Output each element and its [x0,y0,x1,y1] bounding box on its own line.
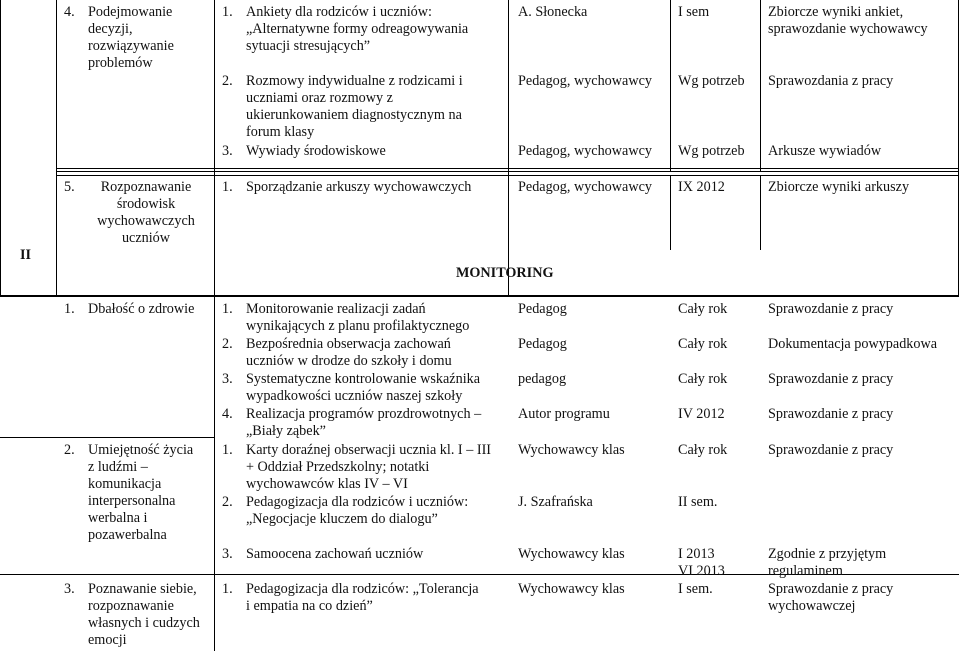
task-text: Pedagogizacja dla rodziców i uczniów: „Negocjacje kluczem do dialogu” [246,494,469,527]
evidence: Dokumentacja powypadkowa [768,336,938,352]
task-text: Realizacja programów prozdrowotnych – „Biały ząbek” [246,406,482,439]
grid-line [958,0,959,296]
evidence: Sprawozdanie z pracy [768,406,894,422]
grid-line [56,175,959,176]
grid-line [760,175,761,250]
item-number: 3. [222,143,233,159]
evidence: Sprawozdania z pracy [768,73,894,89]
task-text: Systematyczne kontrolowanie wskaźnika wypadkowości uczniów naszej szkoły [246,371,481,404]
responsible: Wychowawcy klas [518,442,625,458]
term: Cały rok [678,371,728,387]
evidence: Zgodnie z przyjętym regulaminem [768,546,887,579]
evidence: Zbiorcze wyniki ankiet, sprawozdanie wychowawcy [768,4,928,37]
term: Cały rok [678,301,728,317]
term: Wg potrzeb [678,143,745,159]
responsible: Wychowawcy klas [518,546,625,562]
evidence: Sprawozdanie z pracy [768,442,894,458]
task-text: Wywiady środowiskowe [246,143,386,159]
grid-line [670,0,671,171]
term: I sem [678,4,710,20]
section-roman-number: II [20,247,32,263]
responsible: Wychowawcy klas [518,581,625,597]
responsible: Pedagog, wychowawcy [518,143,652,159]
evidence: Arkusze wywiadów [768,143,882,159]
row-number: 4. [64,4,75,20]
grid-line [56,171,959,172]
grid-line [56,168,959,169]
area-label: Umiejętność życia z ludźmi – komunikacja interpersonalna werbalna i pozawerbalna [88,442,194,543]
task-text: Monitorowanie realizacji zadań wynikających z planu profilaktycznego [246,301,470,334]
item-number: 1. [222,581,233,597]
task-text: Pedagogizacja dla rodziców: „Tolerancja i empatia na co dzień” [246,581,479,614]
responsible: Pedagog, wychowawcy [518,73,652,89]
item-number: 2. [222,73,233,89]
term: Wg potrzeb [678,73,745,89]
area-label: Poznawanie siebie, rozpoznawanie własnych i cudzych emocji [88,581,200,648]
term: I sem. [678,581,713,597]
item-number: 1. [222,4,233,20]
area-label: Podejmowanie decyzji, rozwiązywanie problemów [88,4,174,71]
grid-line [56,0,57,296]
area-label: Rozpoznawanie środowisk wychowawczych uczniów [97,179,195,246]
term: IV 2012 [678,406,725,422]
item-number: 3. [222,546,233,562]
responsible: J. Szafrańska [518,494,593,510]
row-number: 1. [64,301,75,317]
item-number: 1. [222,179,233,195]
item-number: 3. [222,371,233,387]
grid-line [0,437,214,438]
row-number: 3. [64,581,75,597]
task-text: Rozmowy indywidualne z rodzicami i uczniami oraz rozmowy z ukierunkowaniem diagnostycznym na forum klasy [246,73,463,140]
term: Cały rok [678,336,728,352]
responsible: Pedagog [518,301,567,317]
evidence: Sprawozdanie z pracy [768,301,894,317]
responsible: Pedagog, wychowawcy [518,179,652,195]
task-text: Karty doraźnej obserwacji ucznia kl. I – III + Oddział Przedszkolny; notatki wychowawców klas IV – VI [246,442,492,492]
grid-line [508,0,509,296]
grid-line [0,296,959,297]
item-number: 1. [222,301,233,317]
task-text: Bezpośrednia obserwacja zachowań uczniów w drodze do szkoły i domu [246,336,452,369]
task-text: Sporządzanie arkuszy wychowawczych [246,179,472,195]
evidence: Sprawozdanie z pracy wychowawczej [768,581,894,614]
term: Cały rok [678,442,728,458]
evidence: Zbiorcze wyniki arkuszy [768,179,910,195]
term: IX 2012 [678,179,725,195]
item-number: 1. [222,442,233,458]
term: I 2013 VI 2013 [678,546,725,579]
responsible: Autor programu [518,406,610,422]
responsible: A. Słonecka [518,4,588,20]
task-text: Samoocena zachowań uczniów [246,546,424,562]
responsible: pedagog [518,371,567,387]
section-heading: MONITORING [456,265,554,281]
term: II sem. [678,494,718,510]
task-text: Ankiety dla rodziców i uczniów: „Alternatywne formy odreagowywania sytuacji stresujących” [246,4,469,54]
grid-line [214,0,215,296]
grid-line [760,0,761,171]
item-number: 2. [222,336,233,352]
row-number: 2. [64,442,75,458]
item-number: 4. [222,406,233,422]
area-label: Dbałość o zdrowie [88,301,195,317]
evidence: Sprawozdanie z pracy [768,371,894,387]
grid-line [670,175,671,250]
row-number: 5. [64,179,75,195]
grid-line [0,0,1,296]
grid-line [214,296,215,651]
item-number: 2. [222,494,233,510]
responsible: Pedagog [518,336,567,352]
